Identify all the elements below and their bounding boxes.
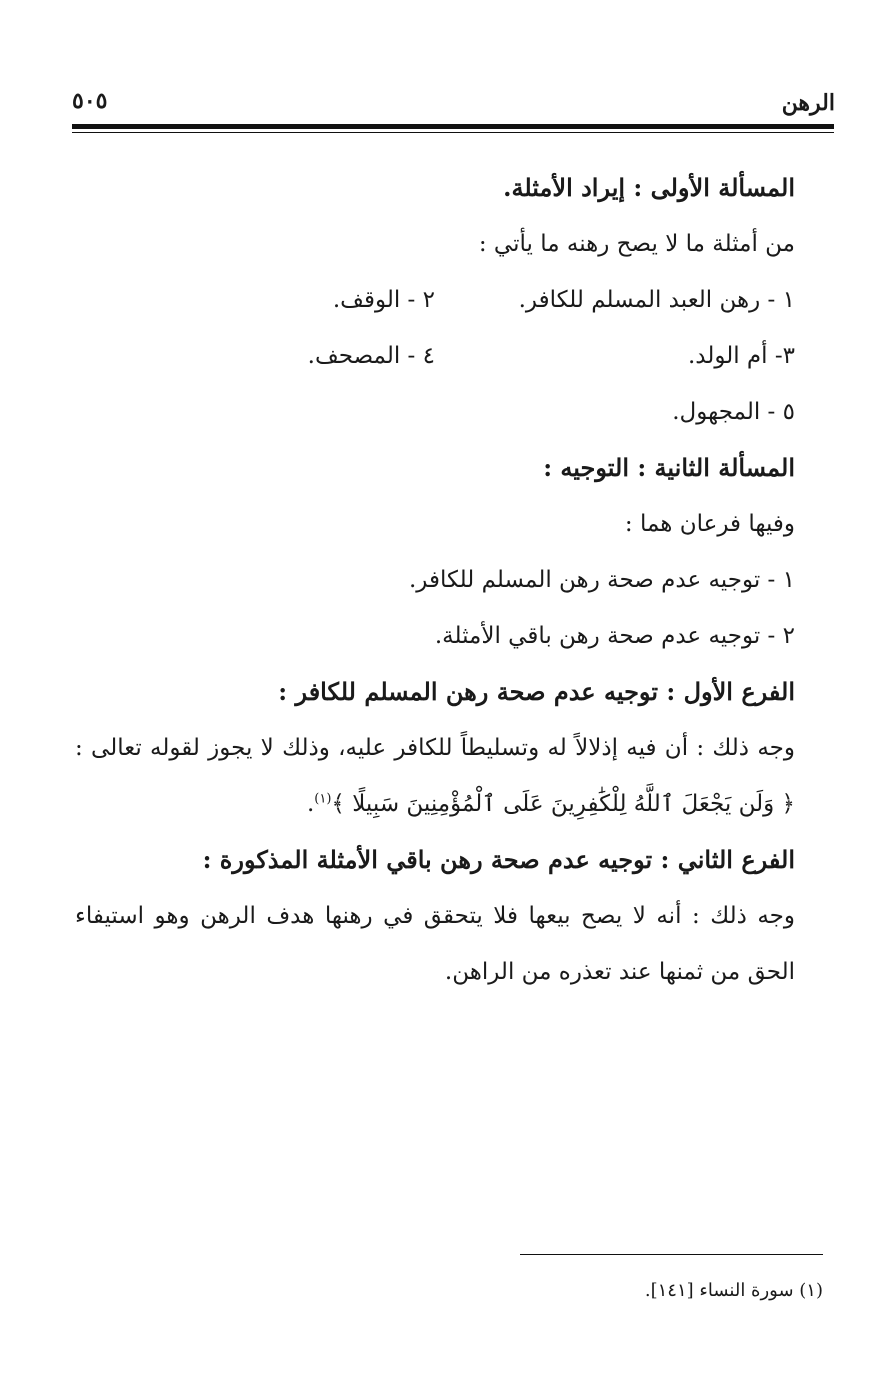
section-heading-1: المسألة الأولى : إيراد الأمثلة. xyxy=(503,173,795,202)
page-number: ٥٠٥ xyxy=(72,88,108,114)
running-title: الرهن xyxy=(781,90,835,116)
footnote: (١) سورة النساء [١٤١]. xyxy=(644,1280,823,1301)
examples-row-1 xyxy=(75,272,795,328)
paragraph-2: وجه ذلك : أنه لا يصح بيعها فلا يتحقق في رهنها هدف الرهن وهو استيفاء الحق من ثمنها عند تعذره من الراهن. xyxy=(75,903,795,985)
example-item: ٣- أم الولد. xyxy=(687,343,795,369)
paragraph-1-text: وجه ذلك : أن فيه إذلالاً له وتسليطاً للكافر عليه، وذلك لا يجوز لقوله تعالى : ﴿ وَلَن يَجْعَلَ ٱللَّهُ لِلْكَٰفِرِينَ عَلَى ٱلْمُؤْمِنِينَ سَبِيلًا ﴾ xyxy=(75,735,795,817)
example-item: ١ - رهن العبد المسلم للكافر. xyxy=(518,287,795,313)
paragraph-1-end: . xyxy=(306,791,315,817)
examples-row-2 xyxy=(75,328,795,384)
example-item: ٤ - المصحف. xyxy=(307,343,435,369)
paragraph-1 xyxy=(75,720,795,832)
branch-item: ٢ - توجيه عدم صحة رهن باقي الأمثلة. xyxy=(434,623,795,649)
subsection-heading-1: الفرع الأول : توجيه عدم صحة رهن المسلم للكافر : xyxy=(278,677,795,706)
branch-item: ١ - توجيه عدم صحة رهن المسلم للكافر. xyxy=(408,567,795,593)
footnote-rule xyxy=(520,1254,823,1255)
header-rule xyxy=(72,124,834,129)
intro-line-1: من أمثلة ما لا يصح رهنه ما يأتي : xyxy=(478,231,795,257)
body-text xyxy=(75,160,795,1000)
intro-line-2: وفيها فرعان هما : xyxy=(624,511,795,537)
subsection-heading-2: الفرع الثاني : توجيه عدم صحة رهن باقي الأمثلة المذكورة : xyxy=(202,845,795,874)
header-rule-thin xyxy=(72,132,834,133)
example-item: ٢ - الوقف. xyxy=(332,287,435,313)
section-heading-2: المسألة الثانية : التوجيه : xyxy=(543,453,795,482)
example-item: ٥ - المجهول. xyxy=(672,399,795,425)
footnote-marker: (١) xyxy=(314,791,332,807)
